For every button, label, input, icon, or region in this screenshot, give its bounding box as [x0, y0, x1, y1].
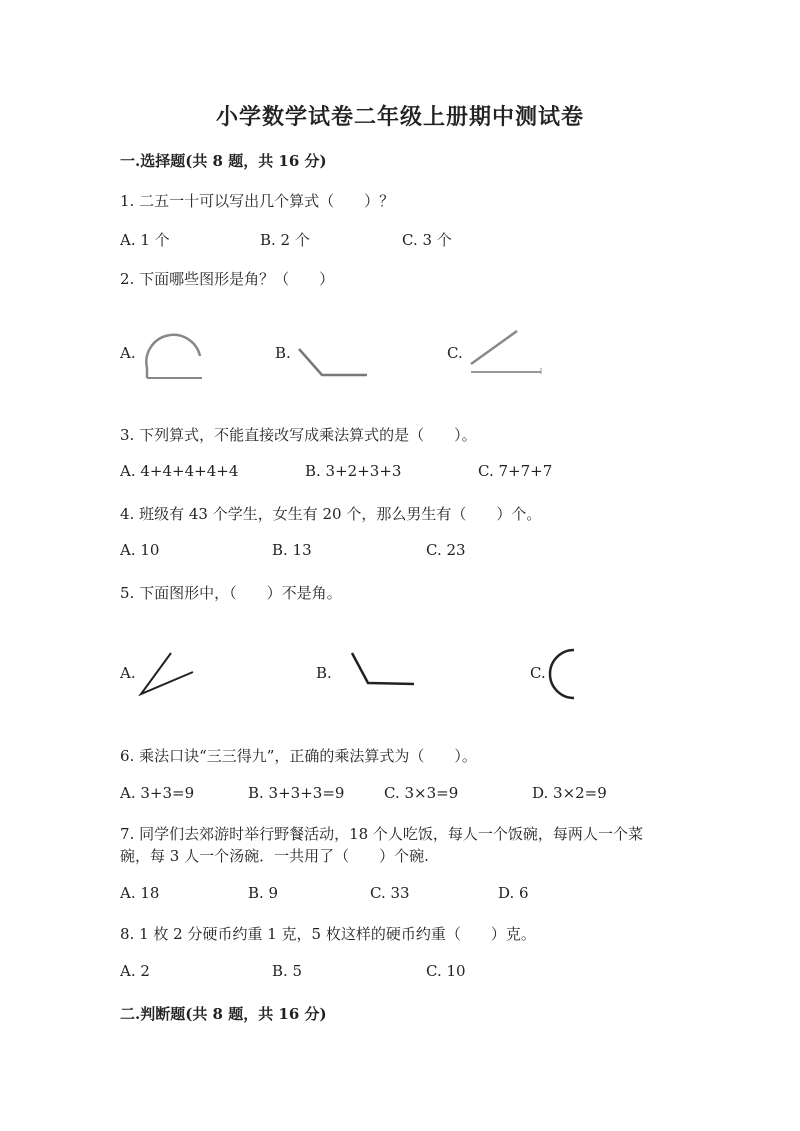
- question-3-text: 3. 下列算式，不能直接改写成乘法算式的是（ ）。: [120, 426, 477, 444]
- question-2-text: 2. 下面哪些图形是角？（ ）: [120, 270, 335, 288]
- q7-option-b[interactable]: B. 9: [248, 884, 279, 902]
- q5-option-a[interactable]: A.: [120, 664, 136, 682]
- q2-option-a[interactable]: A.: [120, 344, 136, 362]
- q1-option-a[interactable]: A. 1 个: [120, 231, 170, 249]
- q2-semicircle-figure: [140, 340, 210, 382]
- q8-option-b[interactable]: B. 5: [272, 962, 303, 980]
- q6-option-d[interactable]: D. 3×2=9: [532, 784, 607, 802]
- question-7-text-line2: 碗，每 3 人一个汤碗．一共用了（ ）个碗.: [120, 847, 429, 865]
- q2-option-b[interactable]: B.: [275, 344, 291, 362]
- question-7-text: 7. 同学们去郊游时举行野餐活动，18 个人吃饭，每人一个饭碗，每两人一个菜: [120, 825, 643, 843]
- q7-option-c[interactable]: C. 33: [370, 884, 410, 902]
- page-title: 小学数学试卷二年级上册期中测试卷: [215, 104, 584, 130]
- q2-option-c[interactable]: C.: [447, 344, 463, 362]
- question-8-text: 8. 1 枚 2 分硬币约重 1 克，5 枚这样的硬币约重（ ）克。: [120, 925, 536, 943]
- q4-option-c[interactable]: C. 23: [426, 541, 466, 559]
- question-1-text: 1. 二五一十可以写出几个算式（ ）？: [120, 192, 395, 210]
- question-6-text: 6. 乘法口诀“三三得九”，正确的乘法算式为（ ）。: [120, 747, 477, 765]
- question-5-text: 5. 下面图形中，（ ）不是角。: [120, 584, 342, 602]
- q5-arc-figure-c: [546, 646, 582, 702]
- q5-angle-figure-a: [137, 650, 197, 698]
- q2-angle-figure-b: [295, 343, 370, 379]
- q6-option-a[interactable]: A. 3+3=9: [120, 784, 195, 802]
- q2-angle-figure-c: [465, 326, 547, 376]
- q8-option-c[interactable]: C. 10: [426, 962, 466, 980]
- section-heading-judge: 二.判断题(共 8 题，共 16 分): [120, 1005, 327, 1023]
- q5-angle-figure-b: [348, 650, 418, 688]
- q3-option-a[interactable]: A. 4+4+4+4+4: [120, 462, 239, 480]
- q5-option-b[interactable]: B.: [316, 664, 332, 682]
- q5-option-c[interactable]: C.: [530, 664, 546, 682]
- q3-option-b[interactable]: B. 3+2+3+3: [305, 462, 402, 480]
- q4-option-b[interactable]: B. 13: [272, 541, 312, 559]
- q7-option-a[interactable]: A. 18: [120, 884, 160, 902]
- q7-option-d[interactable]: D. 6: [498, 884, 529, 902]
- q4-option-a[interactable]: A. 10: [120, 541, 160, 559]
- q6-option-c[interactable]: C. 3×3=9: [384, 784, 459, 802]
- q6-option-b[interactable]: B. 3+3+3=9: [248, 784, 345, 802]
- question-4-text: 4. 班级有 43 个学生，女生有 20 个，那么男生有（ ）个。: [120, 505, 542, 523]
- q1-option-b[interactable]: B. 2 个: [260, 231, 310, 249]
- q1-option-c[interactable]: C. 3 个: [402, 231, 452, 249]
- section-heading-choice: 一.选择题(共 8 题，共 16 分): [120, 152, 327, 170]
- q3-option-c[interactable]: C. 7+7+7: [478, 462, 553, 480]
- q8-option-a[interactable]: A. 2: [120, 962, 150, 980]
